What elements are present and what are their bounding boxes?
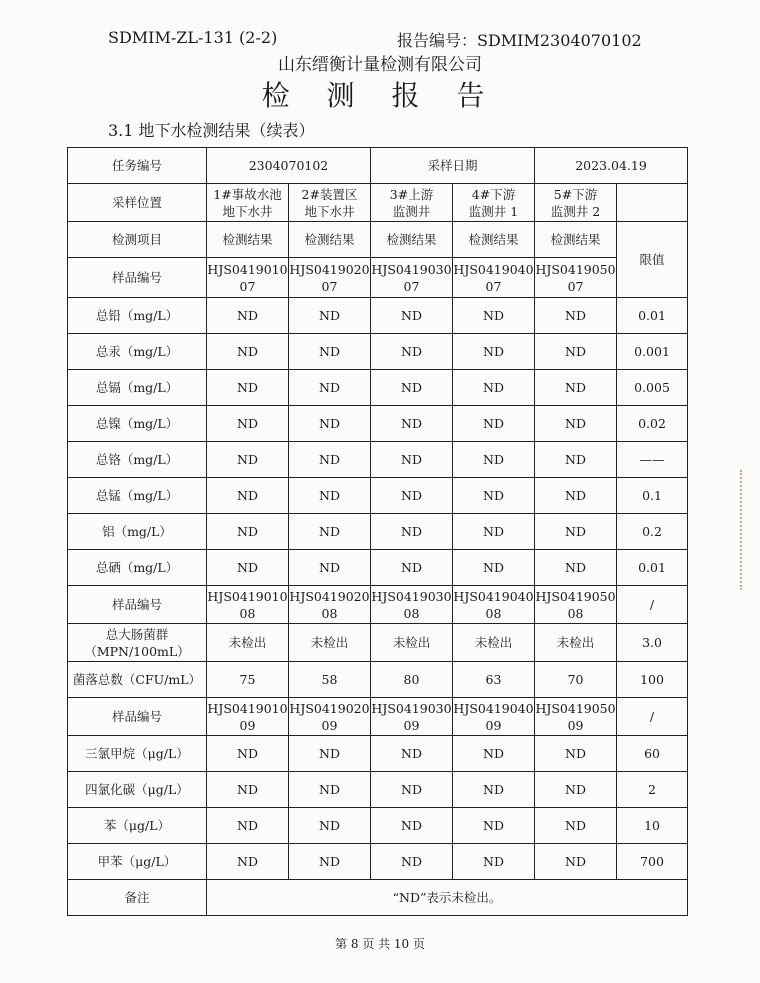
- result-value: ND: [289, 406, 371, 442]
- result-value: 75: [207, 662, 289, 698]
- location-label: 采样位置: [68, 184, 207, 222]
- location-5: 5#下游 监测井 2: [535, 184, 617, 222]
- sample-id: HJS0419020 08: [289, 586, 371, 624]
- result-value: ND: [453, 808, 535, 844]
- result-value: ND: [453, 298, 535, 334]
- sample-id: HJS0419040 07: [453, 258, 535, 298]
- result-label-4: 检测结果: [453, 222, 535, 258]
- form-code: SDMIM-ZL-131 (2-2): [108, 28, 278, 47]
- sample-id: HJS0419010 09: [207, 698, 289, 736]
- result-label-2: 检测结果: [289, 222, 371, 258]
- data-row: [68, 808, 688, 844]
- limit-value: 100: [617, 662, 688, 698]
- result-value: ND: [371, 736, 453, 772]
- result-value: ND: [207, 550, 289, 586]
- limit-label: 限值: [617, 222, 688, 298]
- data-row: [68, 844, 688, 880]
- result-value: ND: [371, 514, 453, 550]
- item-name: 铝（mg/L）: [68, 514, 207, 550]
- result-value: ND: [371, 406, 453, 442]
- result-value: ND: [289, 772, 371, 808]
- remark-text: “ND”表示未检出。: [207, 880, 688, 916]
- sample-id: HJS0419040 09: [453, 698, 535, 736]
- report-number: 报告编号：SDMIM2304070102: [397, 31, 642, 50]
- result-value: ND: [207, 844, 289, 880]
- result-value: ND: [453, 772, 535, 808]
- result-value: ND: [207, 334, 289, 370]
- limit-value: 0.02: [617, 406, 688, 442]
- result-value: ND: [289, 844, 371, 880]
- item-name: 总硒（mg/L）: [68, 550, 207, 586]
- sample-label: 样品编号: [68, 258, 207, 298]
- limit-value: 0.001: [617, 334, 688, 370]
- task-label: 任务编号: [68, 148, 207, 184]
- result-value: 70: [535, 662, 617, 698]
- result-value: ND: [289, 442, 371, 478]
- sample-id-row: [68, 698, 688, 736]
- result-value: ND: [289, 736, 371, 772]
- result-value: ND: [207, 808, 289, 844]
- result-value: ND: [535, 298, 617, 334]
- company-name: 山东缙衡计量检测有限公司: [278, 55, 482, 75]
- result-value: ND: [535, 808, 617, 844]
- item-name: 菌落总数（CFU/mL）: [68, 662, 207, 698]
- item-name: 总锰（mg/L）: [68, 478, 207, 514]
- result-value: ND: [535, 478, 617, 514]
- result-value: ND: [535, 550, 617, 586]
- limit-value: 0.01: [617, 550, 688, 586]
- section-title: 3.1 地下水检测结果（续表）: [108, 121, 315, 140]
- result-value: ND: [207, 298, 289, 334]
- location-1: 1#事故水池 地下水井: [207, 184, 289, 222]
- result-value: ND: [289, 370, 371, 406]
- item-name: 总大肠菌群 （MPN/100mL）: [68, 624, 207, 662]
- result-value: ND: [453, 478, 535, 514]
- result-value: ND: [535, 844, 617, 880]
- sample-id: HJS0419030 09: [371, 698, 453, 736]
- result-value: ND: [207, 478, 289, 514]
- limit-header-blank: [617, 184, 688, 222]
- limit-value: 3.0: [617, 624, 688, 662]
- result-value: ND: [371, 442, 453, 478]
- sample-label: 样品编号: [68, 698, 207, 736]
- sample-id: HJS0419050 09: [535, 698, 617, 736]
- result-value: 58: [289, 662, 371, 698]
- result-value: ND: [535, 514, 617, 550]
- result-value: ND: [207, 772, 289, 808]
- item-name: 总汞（mg/L）: [68, 334, 207, 370]
- sample-id: HJS0419030 08: [371, 586, 453, 624]
- limit-value: 0.01: [617, 298, 688, 334]
- sample-id: HJS0419050 07: [535, 258, 617, 298]
- result-value: ND: [453, 844, 535, 880]
- result-value: ND: [371, 772, 453, 808]
- result-value: ND: [371, 334, 453, 370]
- result-value: ND: [371, 370, 453, 406]
- result-label-3: 检测结果: [371, 222, 453, 258]
- data-row: [68, 478, 688, 514]
- data-row: [68, 772, 688, 808]
- result-value: ND: [453, 550, 535, 586]
- sample-label: 样品编号: [68, 586, 207, 624]
- info-row: [68, 148, 688, 184]
- result-value: ND: [453, 514, 535, 550]
- location-3: 3#上游 监测井: [371, 184, 453, 222]
- result-value: ND: [371, 808, 453, 844]
- sample-id-row: [68, 586, 688, 624]
- result-value: 未检出: [535, 624, 617, 662]
- location-row: [68, 184, 688, 222]
- result-value: 80: [371, 662, 453, 698]
- result-value: 未检出: [207, 624, 289, 662]
- sample-id: HJS0419020 09: [289, 698, 371, 736]
- result-label-5: 检测结果: [535, 222, 617, 258]
- result-value: ND: [371, 844, 453, 880]
- limit-value: 0.005: [617, 370, 688, 406]
- sample-id-row: [68, 258, 688, 298]
- result-value: ND: [207, 736, 289, 772]
- date-value: 2023.04.19: [535, 148, 688, 184]
- item-name: 四氯化碳（μg/L）: [68, 772, 207, 808]
- item-name: 总镉（mg/L）: [68, 370, 207, 406]
- result-value: ND: [453, 442, 535, 478]
- result-value: 未检出: [453, 624, 535, 662]
- item-name: 总铬（mg/L）: [68, 442, 207, 478]
- result-value: ND: [289, 478, 371, 514]
- result-value: 63: [453, 662, 535, 698]
- data-row: [68, 514, 688, 550]
- limit-value: 2: [617, 772, 688, 808]
- data-row: [68, 442, 688, 478]
- result-label-1: 检测结果: [207, 222, 289, 258]
- item-label: 检测项目: [68, 222, 207, 258]
- binding-margin-mark: [740, 470, 746, 590]
- sample-id: HJS0419010 07: [207, 258, 289, 298]
- result-value: 未检出: [289, 624, 371, 662]
- result-value: ND: [535, 334, 617, 370]
- remark-label: 备注: [68, 880, 207, 916]
- result-value: ND: [207, 442, 289, 478]
- result-value: ND: [371, 550, 453, 586]
- remark-row: [68, 880, 688, 916]
- sample-limit: /: [617, 698, 688, 736]
- limit-value: ——: [617, 442, 688, 478]
- data-row: [68, 624, 688, 662]
- sample-id: HJS0419040 08: [453, 586, 535, 624]
- item-name: 甲苯（μg/L）: [68, 844, 207, 880]
- result-value: ND: [535, 772, 617, 808]
- sample-id: HJS0419010 08: [207, 586, 289, 624]
- data-row: [68, 334, 688, 370]
- result-value: ND: [371, 298, 453, 334]
- item-name: 苯（μg/L）: [68, 808, 207, 844]
- result-value: ND: [371, 478, 453, 514]
- result-value: ND: [207, 406, 289, 442]
- sample-limit: /: [617, 586, 688, 624]
- result-value: ND: [289, 808, 371, 844]
- item-name: 总镍（mg/L）: [68, 406, 207, 442]
- result-value: ND: [535, 736, 617, 772]
- result-value: ND: [535, 442, 617, 478]
- limit-value: 0.1: [617, 478, 688, 514]
- results-table: [67, 147, 688, 916]
- limit-value: 0.2: [617, 514, 688, 550]
- sample-id: HJS0419020 07: [289, 258, 371, 298]
- data-row: [68, 662, 688, 698]
- result-value: ND: [453, 406, 535, 442]
- limit-value: 10: [617, 808, 688, 844]
- result-value: ND: [289, 550, 371, 586]
- item-name: 三氯甲烷（μg/L）: [68, 736, 207, 772]
- date-label: 采样日期: [371, 148, 535, 184]
- data-row: [68, 406, 688, 442]
- item-header-row: [68, 222, 688, 258]
- data-row: [68, 370, 688, 406]
- sample-id: HJS0419030 07: [371, 258, 453, 298]
- sample-id: HJS0419050 08: [535, 586, 617, 624]
- result-value: ND: [289, 334, 371, 370]
- result-value: ND: [535, 406, 617, 442]
- data-row: [68, 298, 688, 334]
- result-value: ND: [453, 736, 535, 772]
- limit-value: 700: [617, 844, 688, 880]
- data-row: [68, 736, 688, 772]
- item-name: 总铅（mg/L）: [68, 298, 207, 334]
- result-value: 未检出: [371, 624, 453, 662]
- limit-value: 60: [617, 736, 688, 772]
- data-row: [68, 550, 688, 586]
- result-value: ND: [535, 370, 617, 406]
- report-title: 检 测 报 告: [261, 79, 499, 112]
- result-value: ND: [453, 370, 535, 406]
- location-2: 2#装置区 地下水井: [289, 184, 371, 222]
- result-value: ND: [207, 514, 289, 550]
- result-value: ND: [289, 298, 371, 334]
- result-value: ND: [453, 334, 535, 370]
- task-value: 2304070102: [207, 148, 371, 184]
- result-value: ND: [289, 514, 371, 550]
- page-footer: 第 8 页 共 10 页: [335, 937, 425, 951]
- location-4: 4#下游 监测井 1: [453, 184, 535, 222]
- result-value: ND: [207, 370, 289, 406]
